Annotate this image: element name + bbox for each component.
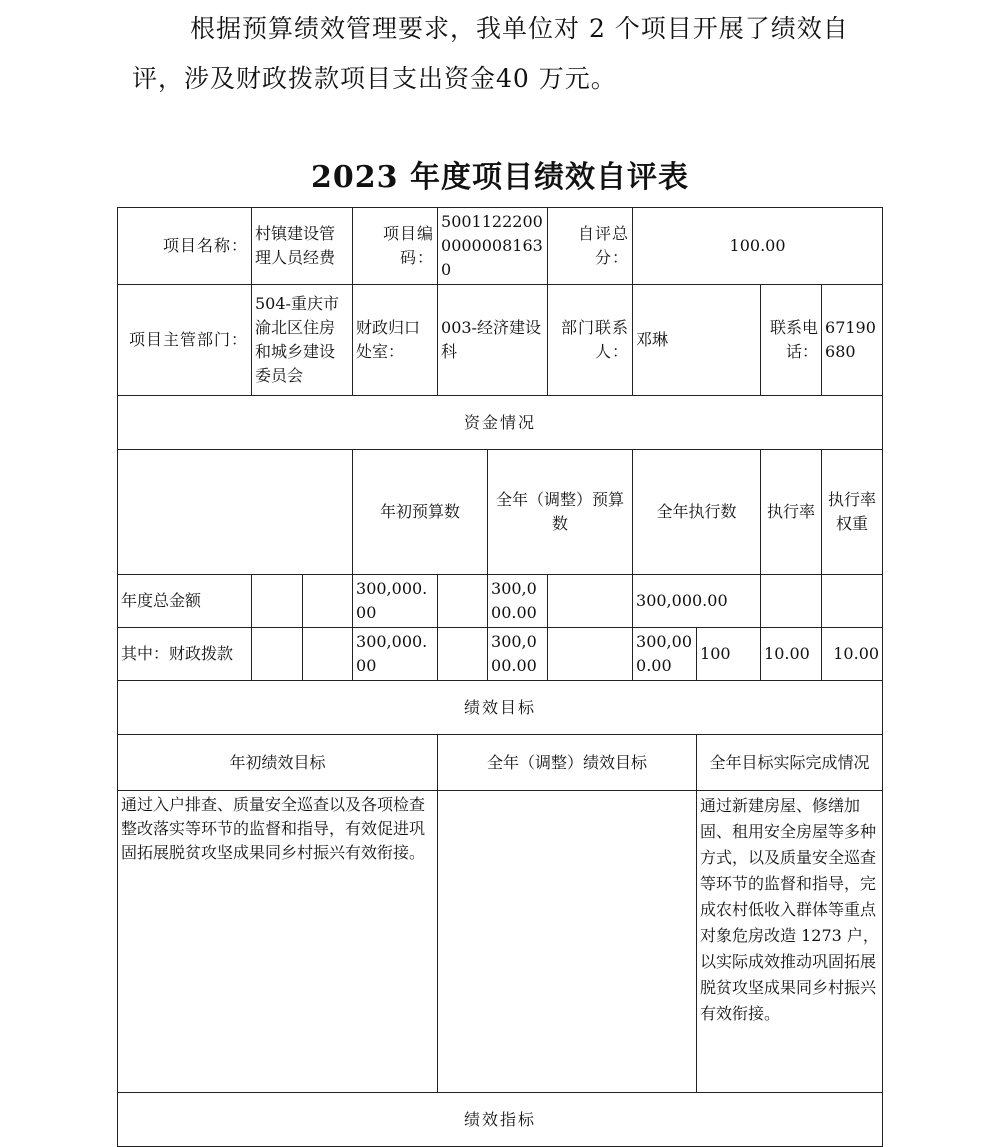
rate-value bbox=[761, 575, 822, 628]
funds-header-blank bbox=[118, 450, 353, 575]
executed-header: 全年执行数 bbox=[633, 450, 761, 575]
rate-value: 100 bbox=[697, 628, 761, 681]
empty-cell bbox=[252, 628, 303, 681]
weight-header: 执行率权重 bbox=[822, 450, 883, 575]
funds-section-heading: 资金情况 bbox=[118, 396, 883, 450]
goals-content-row bbox=[118, 791, 883, 1093]
intro-paragraph bbox=[132, 4, 892, 104]
phone-value: 67190680 bbox=[822, 285, 883, 396]
goals-section-heading: 绩效目标 bbox=[118, 681, 883, 735]
self-evaluation-table bbox=[117, 207, 883, 1147]
contact-value: 邓琳 bbox=[633, 285, 761, 396]
weight-value bbox=[822, 575, 883, 628]
project-row-2 bbox=[118, 285, 883, 396]
empty-cell bbox=[438, 575, 488, 628]
project-code-label: 项目编码： bbox=[353, 208, 438, 285]
weight-value: 10.00 bbox=[761, 628, 822, 681]
score-value-cell: 10.00 bbox=[822, 628, 883, 681]
form-title: 2023 年度项目绩效自评表 bbox=[311, 160, 689, 195]
indicators-section-heading: 绩效指标 bbox=[118, 1093, 883, 1147]
adjusted-goal-text bbox=[438, 791, 697, 1093]
adjusted-budget-value: 300,000.00 bbox=[488, 575, 548, 628]
executed-value: 300,000.00 bbox=[633, 628, 697, 681]
funds-row-total bbox=[118, 575, 883, 628]
project-row-1 bbox=[118, 208, 883, 285]
empty-cell bbox=[548, 628, 633, 681]
executed-value: 300,000.00 bbox=[633, 575, 761, 628]
rate-header: 执行率 bbox=[761, 450, 822, 575]
score-value: 100.00 bbox=[633, 208, 883, 285]
actual-result-text: 通过新建房屋、修缮加固、租用安全房屋等多种方式，以及质量安全巡查等环节的监督和指导，完成农村低收入群体等重点对象危房改造 1273 户，以实际成效推动巩固拓展脱贫攻坚成果同乡村振兴有效衔接。 bbox=[697, 791, 883, 1093]
office-value: 003-经济建设科 bbox=[438, 285, 548, 396]
dept-value: 504-重庆市渝北区住房和城乡建设委员会 bbox=[252, 285, 353, 396]
intro-line-2: 评，涉及财政拨款项目支出资金40 万元。 bbox=[132, 64, 617, 93]
score-label: 自评总分： bbox=[548, 208, 633, 285]
indicators-section-row bbox=[118, 1093, 883, 1147]
contact-label: 部门联系人： bbox=[548, 285, 633, 396]
project-name-label: 项目名称： bbox=[118, 208, 252, 285]
initial-budget-value: 300,000.00 bbox=[353, 628, 438, 681]
goals-header-row bbox=[118, 735, 883, 791]
project-code-value: 500112220000000081630 bbox=[438, 208, 548, 285]
project-name-value: 村镇建设管理人员经费 bbox=[252, 208, 353, 285]
initial-budget-value: 300,000.00 bbox=[353, 575, 438, 628]
funds-section-row bbox=[118, 396, 883, 450]
initial-budget-header: 年初预算数 bbox=[353, 450, 488, 575]
empty-cell bbox=[438, 628, 488, 681]
adjusted-budget-value: 300,000.00 bbox=[488, 628, 548, 681]
adjusted-budget-header: 全年（调整）预算数 bbox=[488, 450, 633, 575]
funds-row-label: 其中：财政拨款 bbox=[118, 628, 252, 681]
initial-goal-header: 年初绩效目标 bbox=[118, 735, 438, 791]
phone-label: 联系电话： bbox=[761, 285, 822, 396]
goals-section-row bbox=[118, 681, 883, 735]
actual-result-header: 全年目标实际完成情况 bbox=[697, 735, 883, 791]
intro-line-1: 根据预算绩效管理要求，我单位对 2 个项目开展了绩效自 bbox=[190, 14, 849, 43]
empty-cell bbox=[303, 575, 353, 628]
empty-cell bbox=[548, 575, 633, 628]
office-label: 财政归口处室： bbox=[353, 285, 438, 396]
funds-header-row bbox=[118, 450, 883, 575]
dept-label: 项目主管部门： bbox=[118, 285, 252, 396]
adjusted-goal-header: 全年（调整）绩效目标 bbox=[438, 735, 697, 791]
empty-cell bbox=[252, 575, 303, 628]
initial-goal-text: 通过入户排查、质量安全巡查以及各项检查整改落实等环节的监督和指导，有效促进巩固拓展脱贫攻坚成果同乡村振兴有效衔接。 bbox=[118, 791, 438, 1093]
funds-row-label: 年度总金额 bbox=[118, 575, 252, 628]
empty-cell bbox=[303, 628, 353, 681]
funds-row-fiscal bbox=[118, 628, 883, 681]
